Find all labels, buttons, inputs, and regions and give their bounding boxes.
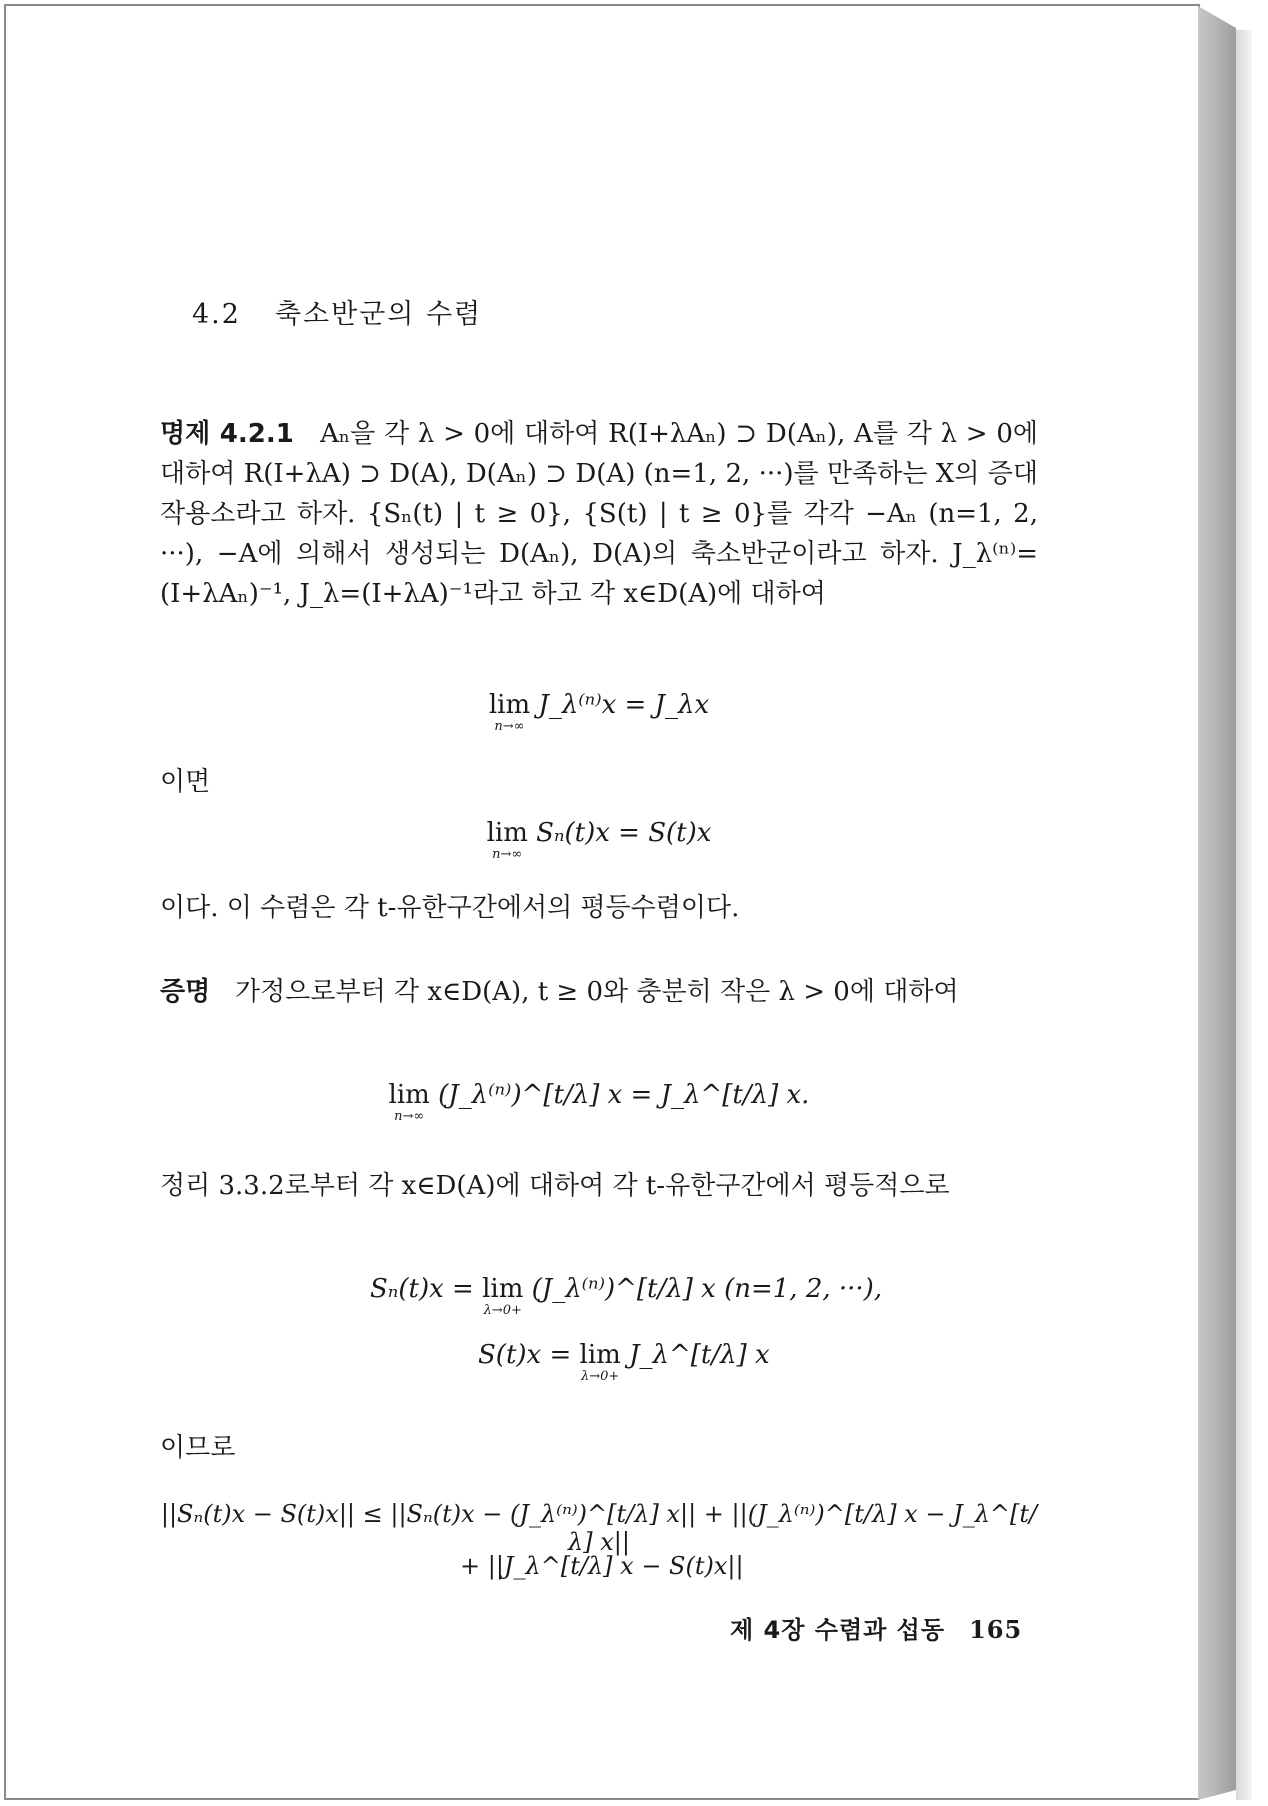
equation-lhs: S(t)x =	[478, 1340, 572, 1370]
equation-iterate-limit	[160, 1080, 1038, 1124]
chapter-title: 제 4장 수렴과 섭동	[730, 1616, 946, 1644]
proof-label: 증명	[160, 977, 211, 1007]
therefore-text: 이므로	[160, 1433, 236, 1463]
lim-operator: lim n→∞	[388, 1080, 430, 1124]
proof-paragraph-2: 정리 3.3.2로부터 각 x∈D(A)에 대하여 각 t-유한구간에서 평등적으로	[160, 1171, 950, 1201]
page-edge	[1198, 6, 1236, 1800]
section-number: 4.2	[192, 299, 241, 330]
equation-body: Sₙ(t)x = S(t)x	[536, 818, 712, 848]
proposition-label: 명제 4.2.1	[160, 419, 294, 449]
proposition-text: Aₙ을 각 λ > 0에 대하여 R(I+λAₙ) ⊃ D(Aₙ), A를 각 λ > 0에 대하여 R(I+λA) ⊃ D(A), D(Aₙ) ⊃ D(A) (n=1, 2, ···)를 만족하는 X의 증대작용소라고 하자. {Sₙ(t) | t ≥ 0}, {S(t) | t ≥ 0}를 각각 −Aₙ (n=1, 2, ···), −A에 의해서 생성되는 D(Aₙ), D(A)의 축소반군이라고 하자. J_λ⁽ⁿ⁾=(I+λAₙ)⁻¹, J_λ=(I+λA)⁻¹라고 하고 각 x∈D(A)에 대하여	[160, 419, 1039, 609]
lim-operator: lim n→∞	[486, 818, 528, 862]
proof-paragraph-1	[160, 972, 1038, 1012]
lim-operator: lim n→∞	[488, 690, 531, 734]
lim-operator: lim λ→0+	[579, 1340, 621, 1384]
equation-lhs: Sₙ(t)x =	[370, 1274, 474, 1304]
equation-semigroup-formula-1	[160, 1274, 1038, 1318]
section-heading	[192, 292, 482, 331]
lim-operator: lim λ→0+	[482, 1274, 524, 1318]
equation-semigroup-formula-2	[160, 1340, 1038, 1384]
equation-resolvent-limit	[160, 690, 1038, 734]
conclusion-text: 이다. 이 수렴은 각 t-유한구간에서의 평등수렴이다.	[160, 893, 740, 923]
equation-body: (J_λ⁽ⁿ⁾)^[t/λ] x = J_λ^[t/λ] x.	[438, 1080, 810, 1110]
equation-rhs: (J_λ⁽ⁿ⁾)^[t/λ] x (n=1, 2, ···),	[531, 1274, 883, 1304]
running-footer	[730, 1610, 1022, 1645]
inequality-line-1: ||Sₙ(t)x − S(t)x|| ≤ ||Sₙ(t)x − (J_λ⁽ⁿ⁾)^[t/λ] x|| + ||(J_λ⁽ⁿ⁾)^[t/λ] x − J_λ^[t/λ] x||	[160, 1500, 1038, 1556]
proof-text-1: 가정으로부터 각 x∈D(A), t ≥ 0와 충분히 작은 λ > 0에 대하여	[235, 977, 959, 1007]
page-number: 165	[969, 1615, 1023, 1644]
section-title: 축소반군의 수렴	[274, 299, 483, 330]
equation-semigroup-limit	[160, 818, 1038, 862]
then-text: 이면	[160, 767, 211, 797]
equation-rhs: J_λ^[t/λ] x	[629, 1340, 770, 1370]
equation-body: J_λ⁽ⁿ⁾x = J_λx	[538, 690, 710, 720]
page-shadow	[1236, 30, 1252, 1800]
proposition-paragraph	[160, 414, 1038, 614]
inequality-line-2: + ||J_λ^[t/λ] x − S(t)x||	[460, 1552, 744, 1580]
